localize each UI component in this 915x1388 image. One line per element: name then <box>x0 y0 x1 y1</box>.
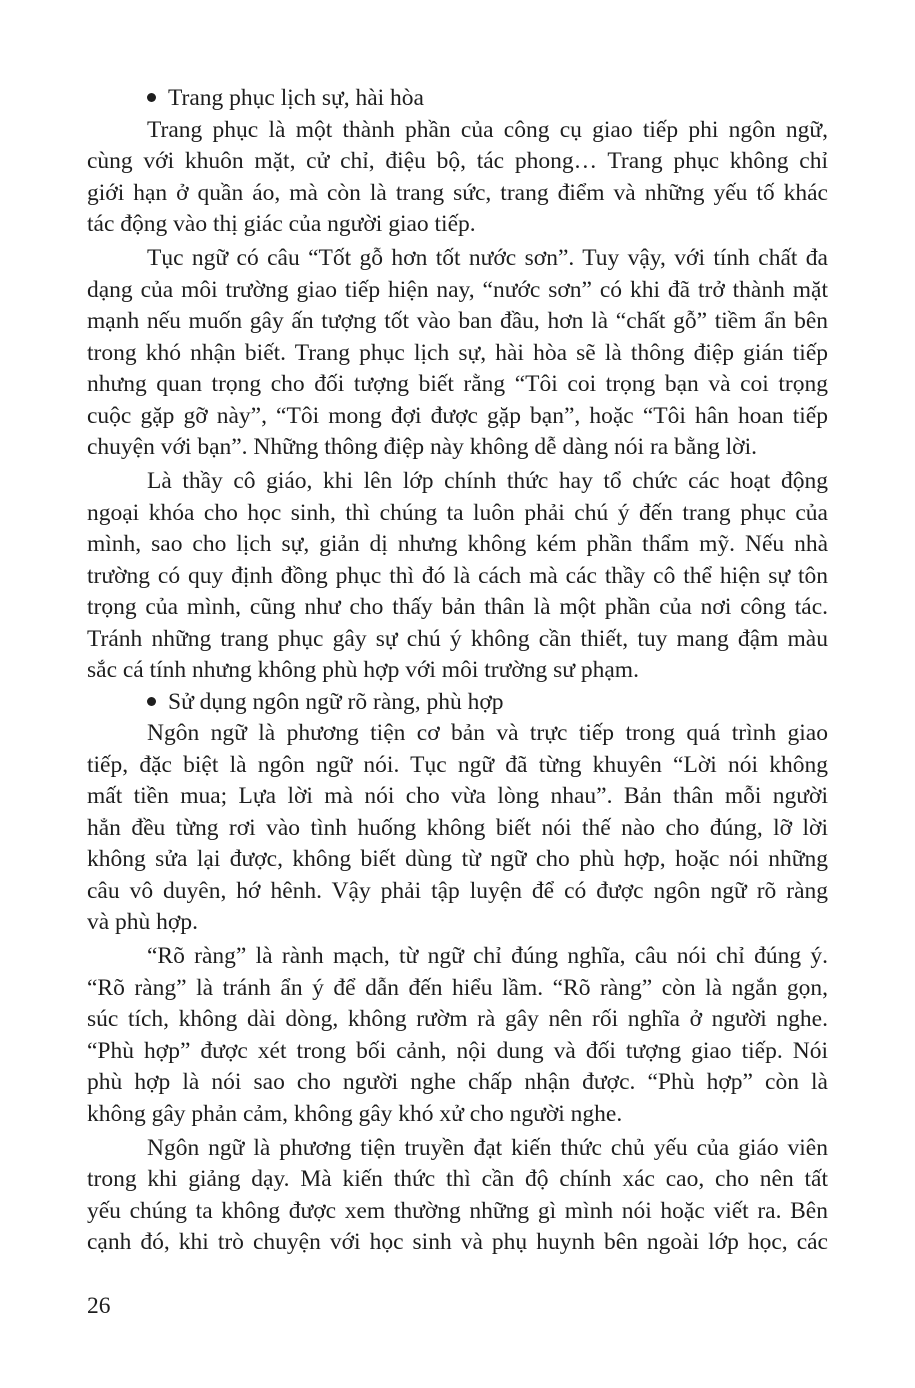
text-line: “Rõ ràng” là tránh ẩn ý để dẫn đến hiểu lầm. “Rõ ràng” còn là ngắn gọn, <box>87 974 828 1001</box>
bullet-icon <box>147 697 156 706</box>
text-line: không sửa lại được, không biết dùng từ ngữ cho phù hợp, hoặc nói những <box>87 846 828 872</box>
text-line: “Phù hợp” được xét trong bối cảnh, nội dung và đối tượng giao tiếp. Nói <box>87 1037 828 1064</box>
text-line: yếu chúng ta không được xem thường những gì mình nói hoặc viết ra. Bên <box>87 1197 828 1224</box>
text-line: sắc cá tính nhưng không phù hợp với môi trường sư phạm. <box>87 657 639 683</box>
text-line: câu vô duyên, hớ hênh. Vậy phải tập luyện để có được ngôn ngữ rõ ràng <box>87 877 828 904</box>
text-line: tiếp, đặc biệt là ngôn ngữ nói. Tục ngữ đã từng khuyên “Lời nói không <box>87 751 828 778</box>
text-line: hẳn đều từng rơi vào tình huống không biết nói thế nào cho đúng, lỡ lời <box>87 814 828 841</box>
text-line: trọng của mình, cũng như cho thấy bản thân là một phần của nơi công tác. <box>87 594 828 620</box>
bullet-heading-text: Trang phục lịch sự, hài hòa <box>168 85 424 111</box>
bullet-icon <box>147 93 156 102</box>
book-page <box>87 83 828 1259</box>
text-line: dạng của môi trường giao tiếp hiện nay, “nước sơn” có khi đã trở thành mặt <box>87 276 828 303</box>
text-line: Tục ngữ có câu “Tốt gỗ hơn tốt nước sơn”. Tuy vậy, với tính chất đa <box>147 245 828 271</box>
page-number: 26 <box>87 1293 111 1319</box>
paragraph <box>87 466 828 687</box>
text-line: tác động vào thị giác của người giao tiếp. <box>87 211 476 237</box>
text-line: và phù hợp. <box>87 909 198 935</box>
text-line: Ngôn ngữ là phương tiện cơ bản và trực tiếp trong quá trình giao <box>147 720 828 746</box>
text-line: trong khó nhận biết. Trang phục lịch sự, hài hòa sẽ là thông điệp gián tiếp <box>87 339 828 366</box>
bullet-heading-attire <box>87 83 828 115</box>
text-line: Là thầy cô giáo, khi lên lớp chính thức hay tổ chức các hoạt động <box>147 468 828 494</box>
text-line: không gây phản cảm, không gây khó xử cho người nghe. <box>87 1100 623 1127</box>
text-line: súc tích, không dài dòng, không rườm rà gây nên rối nghĩa ở người nghe. <box>87 1006 828 1032</box>
text-line: nhưng quan trọng cho đối tượng biết rằng “Tôi coi trọng bạn và coi trọng <box>87 371 828 397</box>
text-line: mạnh nếu muốn gây ấn tượng tốt vào ban đầu, hơn là “chất gỗ” tiềm ẩn bên <box>87 308 828 334</box>
paragraph <box>87 718 828 939</box>
text-line: trong khi giảng dạy. Mà kiến thức thì cần độ chính xác cao, cho nên tất <box>87 1166 828 1192</box>
text-line: Tránh những trang phục gây sự chú ý không cần thiết, tuy mang đậm màu <box>87 625 828 652</box>
text-line: phù hợp là nói sao cho người nghe chấp nhận được. “Phù hợp” còn là <box>87 1069 828 1095</box>
text-line: Ngôn ngữ là phương tiện truyền đạt kiến thức chủ yếu của giáo viên <box>147 1134 828 1161</box>
text-line: giới hạn ở quần áo, mà còn là trang sức, trang điểm và những yếu tố khác <box>87 179 828 206</box>
text-line: mất tiền mua; Lựa lời mà nói cho vừa lòng nhau”. Bản thân mỗi người <box>87 783 828 809</box>
paragraph <box>87 941 828 1130</box>
paragraph <box>87 115 828 241</box>
text-line: mình, sao cho lịch sự, giản dị nhưng không kém phần thẩm mỹ. Nếu nhà <box>87 531 828 557</box>
paragraph <box>87 1133 828 1259</box>
text-line: trường có quy định đồng phục thì đó là cách mà các thầy cô thể hiện sự tôn <box>87 562 828 589</box>
text-line: cùng với khuôn mặt, cử chỉ, điệu bộ, tác phong… Trang phục không chỉ <box>87 148 828 174</box>
text-line: “Rõ ràng” là rành mạch, từ ngữ chỉ đúng nghĩa, câu nói chỉ đúng ý. <box>147 943 828 969</box>
text-line: cuộc gặp gỡ này”, “Tôi mong đợi được gặp bạn”, hoặc “Tôi hân hoan tiếp <box>87 402 828 429</box>
paragraph <box>87 243 828 464</box>
bullet-heading-language <box>87 687 828 719</box>
text-line: ngoại khóa cho học sinh, thì chúng ta luôn phải chú ý đến trang phục của <box>87 499 828 526</box>
bullet-heading-text: Sử dụng ngôn ngữ rõ ràng, phù hợp <box>168 688 504 715</box>
text-line: Trang phục là một thành phần của công cụ giao tiếp phi ngôn ngữ, <box>147 116 828 143</box>
text-line: cạnh đó, khi trò chuyện với học sinh và phụ huynh bên ngoài lớp học, các <box>87 1229 828 1255</box>
text-line: chuyện với bạn”. Những thông điệp này không dễ dàng nói ra bằng lời. <box>87 434 757 460</box>
